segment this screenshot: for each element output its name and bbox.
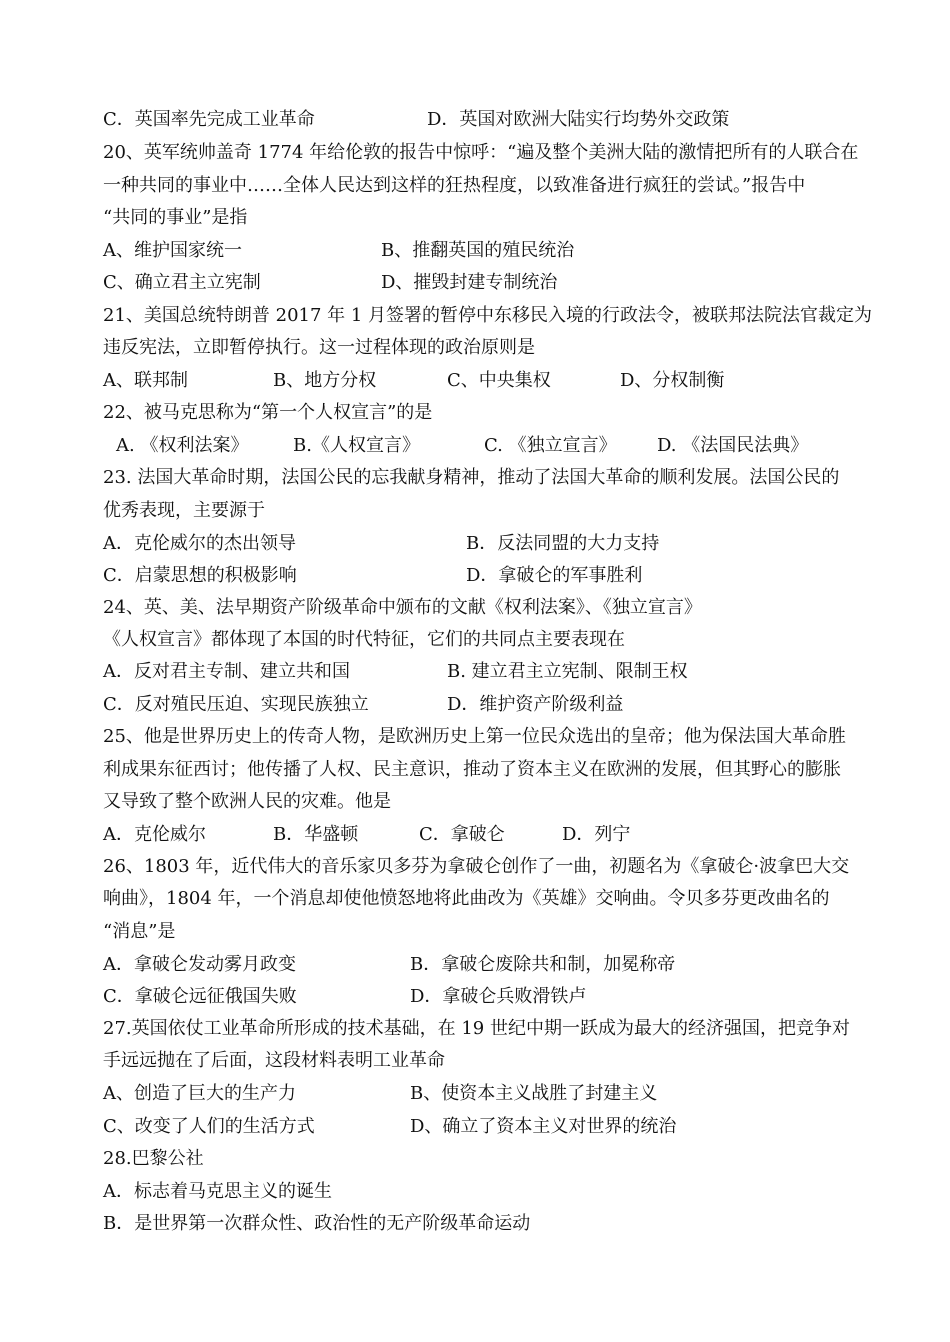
q21-option-b: B、地方分权 xyxy=(273,370,377,391)
q20-option-d: D、摧毁封建专制统治 xyxy=(381,272,558,293)
q27-option-d: D、确立了资本主义对世界的统治 xyxy=(410,1116,677,1137)
q21-option-c: C、中央集权 xyxy=(447,370,551,391)
q26-stem-line1: 26、1803 年，近代伟大的音乐家贝多芬为拿破仑创作了一曲，初题名为《拿破仑·波拿巴大交 xyxy=(103,856,850,877)
q24-option-d: D．维护资产阶级利益 xyxy=(447,694,624,715)
q28-option-b: B．是世界第一次群众性、政治性的无产阶级革命运动 xyxy=(103,1213,531,1234)
q20-stem-line1: 20、英军统帅盖奇 1774 年给伦敦的报告中惊呼：“遍及整个美洲大陆的激情把所有的人联合在 xyxy=(103,142,859,163)
q24-stem-line1: 24、英、美、法早期资产阶级革命中颁布的文献《权利法案》、《独立宣言》 xyxy=(103,597,702,618)
q24-option-b: B. 建立君主立宪制、限制王权 xyxy=(447,661,688,682)
q23-option-b: B．反法同盟的大力支持 xyxy=(466,533,660,554)
q27-option-a: A、创造了巨大的生产力 xyxy=(103,1083,296,1104)
q21-option-a: A、联邦制 xyxy=(103,370,188,391)
q20-stem-line2: 一种共同的事业中……全体人民达到这样的狂热程度，以致准备进行疯狂的尝试。”报告中 xyxy=(103,175,806,196)
q20-option-c: C、确立君主立宪制 xyxy=(103,272,261,293)
q23-option-d: D．拿破仑的军事胜利 xyxy=(466,565,643,586)
q22-option-d: D. 《法国民法典》 xyxy=(657,435,809,456)
q26-stem-line3: “消息”是 xyxy=(103,921,176,942)
q27-stem-line1: 27.英国依仗工业革命所形成的技术基础，在 19 世纪中期一跃成为最大的经济强国，把竞争对 xyxy=(103,1018,850,1039)
q19-option-c: C．英国率先完成工业革命 xyxy=(103,109,315,130)
q25-stem-line3: 又导致了整个欧洲人民的灾难。他是 xyxy=(103,791,391,812)
q19-option-d: D．英国对欧洲大陆实行均势外交政策 xyxy=(427,109,730,130)
q26-option-a: A．拿破仑发动雾月政变 xyxy=(103,954,296,975)
q21-stem-line1: 21、美国总统特朗普 2017 年 1 月签署的暂停中东移民入境的行政法令，被联邦法院法官裁定为 xyxy=(103,305,873,326)
q23-option-a: A．克伦威尔的杰出领导 xyxy=(103,533,296,554)
q25-stem-line1: 25、他是世界历史上的传奇人物，是欧洲历史上第一位民众选出的皇帝；他为保法国大革命胜 xyxy=(103,726,846,747)
q21-option-d: D、分权制衡 xyxy=(620,370,725,391)
q22-option-c: C. 《独立宣言》 xyxy=(484,435,617,456)
q20-option-b: B、推翻英国的殖民统治 xyxy=(381,240,575,261)
q22-option-b: B.《人权宣言》 xyxy=(293,435,420,456)
q25-stem-line2: 利成果东征西讨；他传播了人权、民主意识，推动了资本主义在欧洲的发展，但其野心的膨胀 xyxy=(103,759,841,780)
q26-option-c: C．拿破仑远征俄国失败 xyxy=(103,986,297,1007)
q25-option-d: D．列宁 xyxy=(562,824,631,845)
q28-stem-line1: 28.巴黎公社 xyxy=(103,1148,204,1169)
q24-stem-line2: 《人权宣言》都体现了本国的时代特征，它们的共同点主要表现在 xyxy=(103,629,625,650)
q23-option-c: C．启蒙思想的积极影响 xyxy=(103,565,297,586)
q20-stem-line3: “共同的事业”是指 xyxy=(103,207,248,228)
q20-option-a: A、维护国家统一 xyxy=(103,240,242,261)
q21-stem-line2: 违反宪法，立即暂停执行。这一过程体现的政治原则是 xyxy=(103,337,535,358)
q26-stem-line2: 响曲》，1804 年，一个消息却使他愤怒地将此曲改为《英雄》交响曲。令贝多芬更改曲名的 xyxy=(103,888,830,909)
q22-stem-line1: 22、被马克思称为“第一个人权宣言”的是 xyxy=(103,402,433,423)
q27-option-c: C、改变了人们的生活方式 xyxy=(103,1116,315,1137)
q24-option-a: A．反对君主专制、建立共和国 xyxy=(103,661,350,682)
q27-option-b: B、使资本主义战胜了封建主义 xyxy=(410,1083,658,1104)
q25-option-a: A．克伦威尔 xyxy=(103,824,206,845)
q27-stem-line2: 手远远抛在了后面，这段材料表明工业革命 xyxy=(103,1050,445,1071)
q23-stem-line2: 优秀表现，主要源于 xyxy=(103,500,265,521)
q28-option-a: A．标志着马克思主义的诞生 xyxy=(103,1181,332,1202)
q25-option-c: C．拿破仑 xyxy=(419,824,505,845)
q25-option-b: B．华盛顿 xyxy=(273,824,359,845)
q26-option-b: B．拿破仑废除共和制，加冕称帝 xyxy=(410,954,676,975)
q22-option-a: A. 《权利法案》 xyxy=(116,435,249,456)
q24-option-c: C．反对殖民压迫、实现民族独立 xyxy=(103,694,369,715)
q26-option-d: D．拿破仑兵败滑铁卢 xyxy=(410,986,587,1007)
q23-stem-line1: 23. 法国大革命时期，法国公民的忘我献身精神，推动了法国大革命的顺利发展。法国公民的 xyxy=(103,467,840,488)
